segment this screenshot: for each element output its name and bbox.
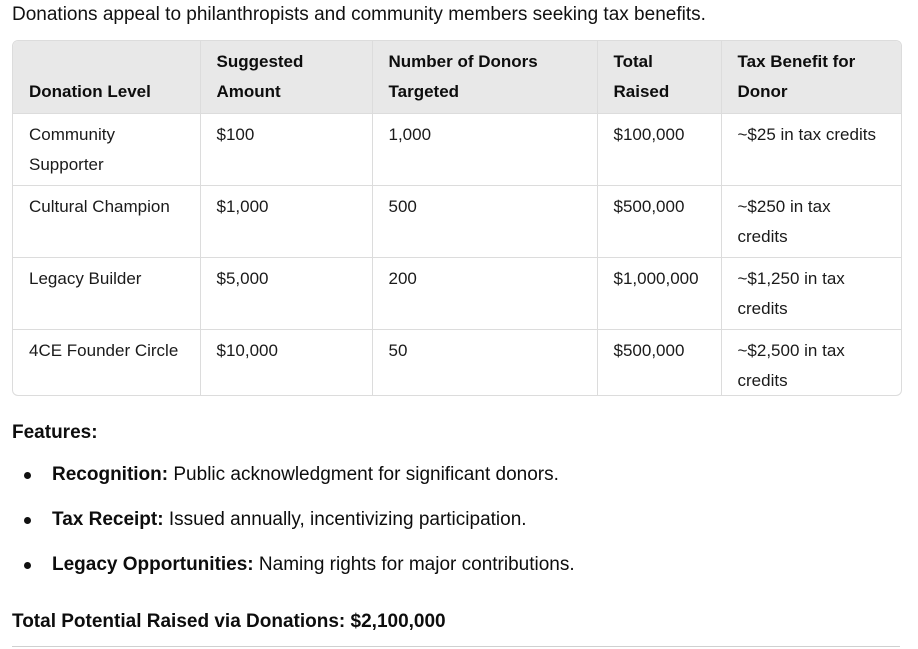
bullet-icon: [24, 472, 31, 479]
header-tax-benefit: [721, 41, 901, 114]
cell-total-raised: [597, 258, 721, 330]
table-row: [13, 258, 901, 330]
cell-line: credits: [737, 299, 788, 318]
cell-line: Cultural Champion: [29, 197, 170, 216]
feature-label: Legacy Opportunities:: [52, 554, 254, 575]
header-line: Donor: [737, 82, 788, 101]
table-row: [13, 186, 901, 258]
cell-line: $10,000: [216, 341, 278, 360]
donation-table: [13, 41, 901, 396]
cell-donation-level: [13, 114, 200, 186]
cell-suggested-amount: [200, 258, 372, 330]
cell-tax-benefit: [721, 186, 901, 258]
cell-suggested-amount: [200, 330, 372, 397]
cell-tax-benefit: [721, 114, 901, 186]
cell-donors-targeted: [372, 330, 597, 397]
header-donors-targeted: [372, 41, 597, 114]
header-suggested-amount: [200, 41, 372, 114]
bullet-icon: [24, 562, 31, 569]
cell-line: 200: [388, 269, 417, 288]
feature-label: Recognition:: [52, 464, 169, 485]
cell-line: ~$25 in tax credits: [737, 125, 876, 144]
header-line: Raised: [613, 82, 670, 101]
features-heading: Features:: [12, 422, 98, 443]
cell-line: Community: [29, 125, 115, 144]
cell-tax-benefit: [721, 258, 901, 330]
cell-line: $1,000: [216, 197, 269, 216]
cell-suggested-amount: [200, 114, 372, 186]
cell-donation-level: [13, 330, 200, 397]
cell-line: Supporter: [29, 155, 104, 174]
header-line: Targeted: [388, 82, 460, 101]
table-row: [13, 114, 901, 186]
cell-line: $100,000: [613, 125, 685, 144]
header-line: Total: [613, 52, 653, 71]
feature-text: Issued annually, incentivizing participation.: [163, 509, 527, 530]
header-line: Number of Donors: [388, 52, 538, 71]
cell-line: credits: [737, 371, 788, 390]
cell-donation-level: [13, 186, 200, 258]
cell-line: 4CE Founder Circle: [29, 341, 179, 360]
feature-text: Public acknowledgment for significant donors.: [168, 464, 559, 485]
feature-text: Naming rights for major contributions.: [253, 554, 575, 575]
cell-line: $100: [216, 125, 255, 144]
header-total-raised: [597, 41, 721, 114]
cell-line: 1,000: [388, 125, 432, 144]
list-item: [12, 460, 575, 505]
table-header-row: [13, 41, 901, 114]
header-line: Tax Benefit for: [737, 52, 856, 71]
cell-total-raised: [597, 186, 721, 258]
total-summary: Total Potential Raised via Donations: $2,100,000: [12, 611, 446, 632]
cell-line: $5,000: [216, 269, 269, 288]
feature-label: Tax Receipt:: [52, 509, 164, 530]
cell-tax-benefit: [721, 330, 901, 397]
cell-total-raised: [597, 330, 721, 397]
cell-total-raised: [597, 114, 721, 186]
list-item: [12, 550, 575, 595]
cell-donors-targeted: [372, 258, 597, 330]
cell-line: $500,000: [613, 341, 685, 360]
cell-line: credits: [737, 227, 788, 246]
header-line: Suggested: [216, 52, 304, 71]
cell-line: $500,000: [613, 197, 685, 216]
table-row: [13, 330, 901, 397]
cell-line: Legacy Builder: [29, 269, 142, 288]
cell-line: 500: [388, 197, 417, 216]
cell-line: 50: [388, 341, 408, 360]
cell-donors-targeted: [372, 114, 597, 186]
cell-line: ~$1,250 in tax: [737, 269, 845, 288]
header-line: Donation Level: [29, 82, 151, 101]
bullet-icon: [24, 517, 31, 524]
intro-text: Donations appeal to philanthropists and community members seeking tax benefits.: [12, 4, 706, 25]
cell-line: $1,000,000: [613, 269, 699, 288]
cell-donors-targeted: [372, 186, 597, 258]
cell-donation-level: [13, 258, 200, 330]
divider: [12, 646, 900, 647]
cell-line: ~$250 in tax: [737, 197, 831, 216]
donation-table-container: [12, 40, 902, 396]
cell-line: ~$2,500 in tax: [737, 341, 845, 360]
features-list: [12, 460, 575, 595]
cell-suggested-amount: [200, 186, 372, 258]
header-line: Amount: [216, 82, 281, 101]
header-donation-level: [13, 41, 200, 114]
list-item: [12, 505, 575, 550]
